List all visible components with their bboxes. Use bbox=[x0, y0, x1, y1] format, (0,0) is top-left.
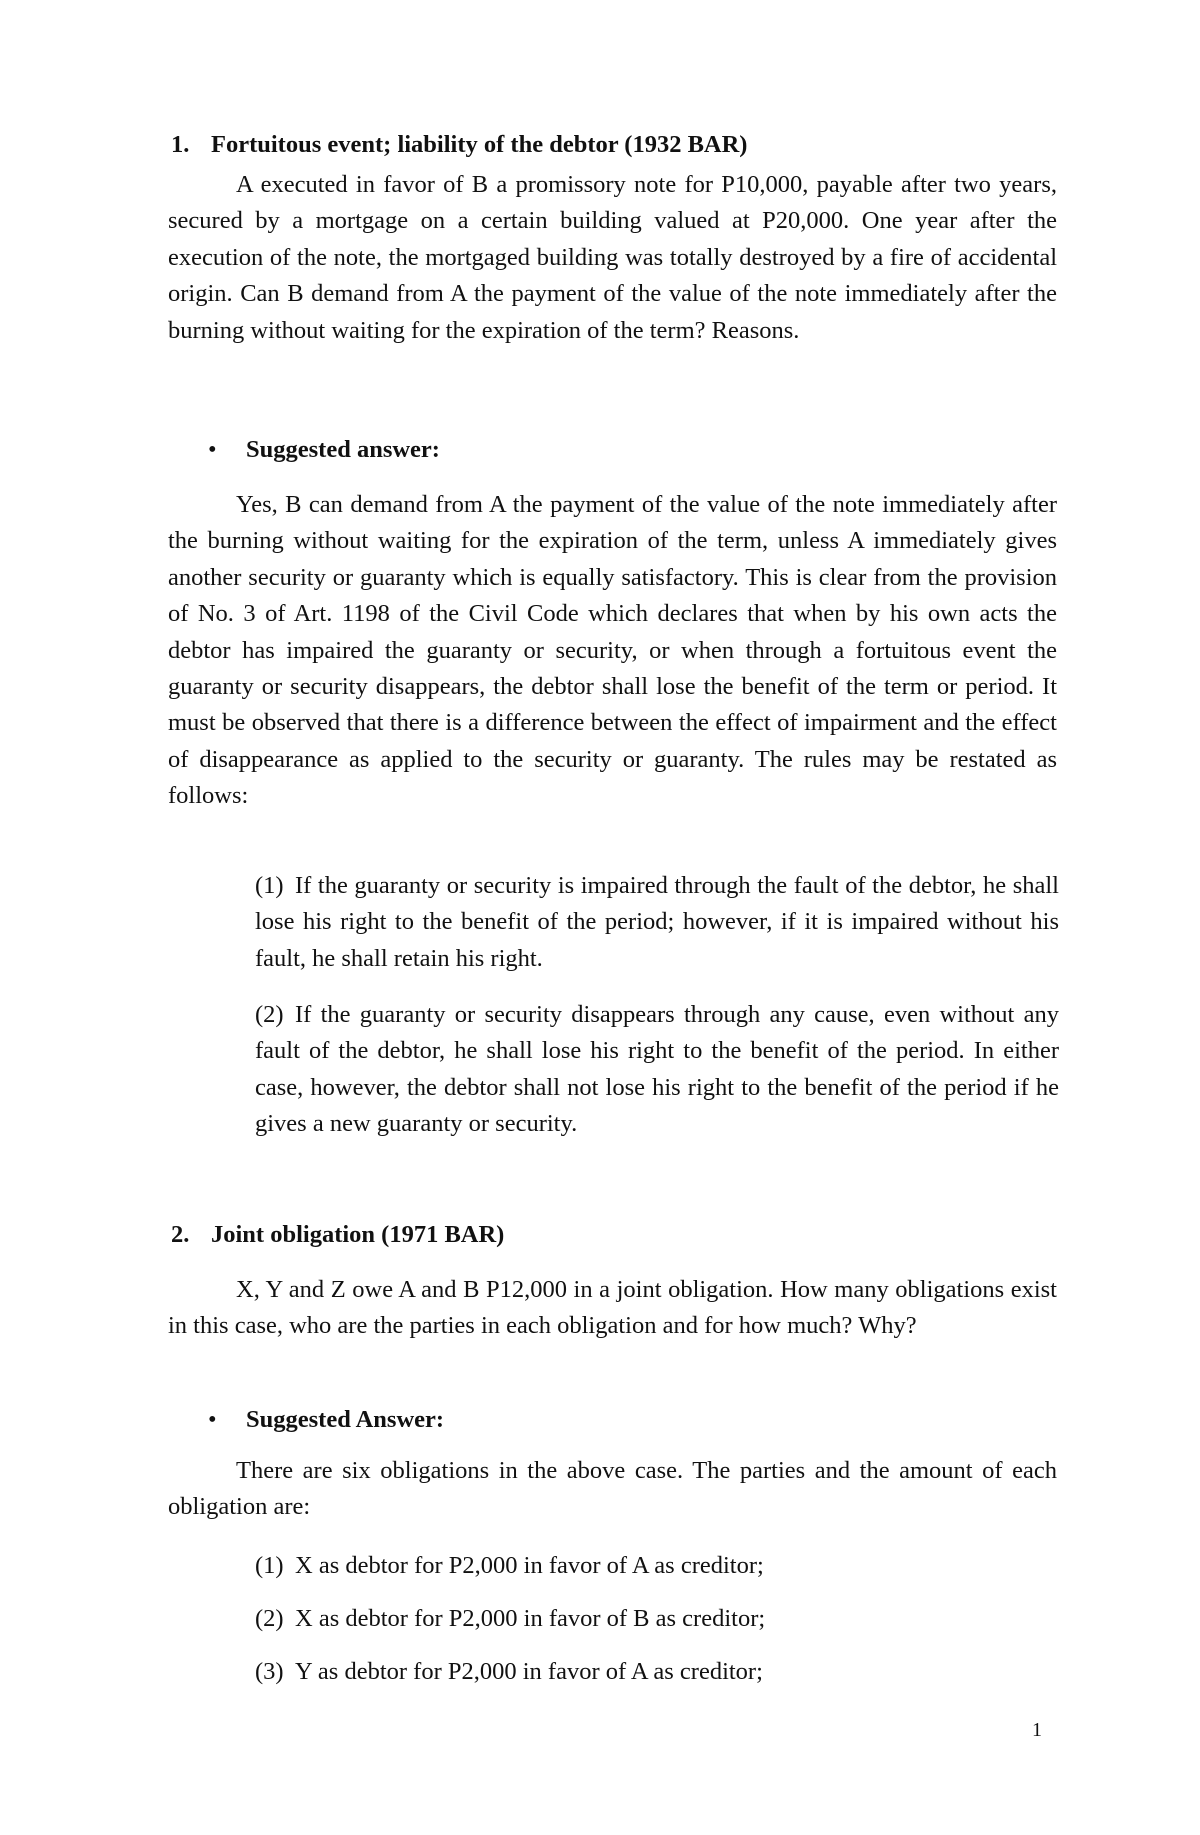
question-1-answer bbox=[168, 487, 1057, 815]
rule-2-text: If the guaranty or security disappears through any cause, even without any fault of the debtor, he shall lose his right to the benefit of the period. In either case, however, the debtor shall not lose his right to the benefit of the period if he gives a new guaranty or security. bbox=[255, 1001, 1059, 1138]
question-2-body: X, Y and Z owe A and B P12,000 in a joint obligation. How many obligations exist in this case, who are the parties in each obligation and for how much? Why? bbox=[168, 1276, 1057, 1340]
question-2-heading bbox=[171, 1220, 504, 1250]
list-item bbox=[255, 1604, 765, 1634]
item-3-text: Y as debtor for P2,000 in favor of A as creditor; bbox=[295, 1658, 763, 1685]
rule-2-number: (2) bbox=[255, 1001, 284, 1028]
question-1-heading bbox=[171, 130, 747, 160]
rule-1-text: If the guaranty or security is impaired through the fault of the debtor, he shall lose his right to the benefit of the period; however, if it is impaired without his fault, he shall retain his right. bbox=[255, 872, 1059, 972]
list-item bbox=[255, 1657, 763, 1687]
item-2-text: X as debtor for P2,000 in favor of B as creditor; bbox=[295, 1605, 766, 1632]
question-2-answer bbox=[168, 1453, 1057, 1526]
answer-label-text: Suggested answer: bbox=[246, 436, 440, 463]
list-item bbox=[255, 1551, 764, 1581]
question-1-answer-body: Yes, B can demand from A the payment of the value of the note immediately after the burning without waiting for the expiration of the term, unless A immediately gives another security or guaranty which is equally satisfactory. This is clear from the provision of No. 3 of Art. 1198 of the Civil Code which declares that when by his own acts the debtor has impaired the guaranty or security, or when through a fortuitous event the guaranty or security disappears, the debtor shall lose the benefit of the term or period. It must be observed that there is a difference between the effect of impairment and the effect of disappearance as applied to the security or guaranty. The rules may be restated as follows: bbox=[168, 491, 1057, 810]
question-2-answer-body: There are six obligations in the above case. The parties and the amount of each obligation are: bbox=[168, 1457, 1057, 1521]
question-2-title: Joint obligation (1971 BAR) bbox=[211, 1221, 505, 1248]
question-1-title: Fortuitous event; liability of the debtor (1932 BAR) bbox=[211, 131, 748, 158]
bullet-icon: • bbox=[208, 1406, 217, 1433]
item-3-number: (3) bbox=[255, 1658, 284, 1685]
question-2-text bbox=[168, 1272, 1057, 1345]
question-1-text bbox=[168, 167, 1057, 349]
rule-2 bbox=[255, 997, 1059, 1143]
item-2-number: (2) bbox=[255, 1605, 284, 1632]
question-1-body: A executed in favor of B a promissory note for P10,000, payable after two years, secured by a mortgage on a certain building valued at P20,000. One year after the execution of the note, the mortgaged building was totally destroyed by a fire of accidental origin. Can B demand from A the payment of the value of the note immediately after the burning without waiting for the expiration of the term? Reasons. bbox=[168, 171, 1057, 344]
item-1-text: X as debtor for P2,000 in favor of A as creditor; bbox=[295, 1552, 764, 1579]
rule-1-number: (1) bbox=[255, 872, 284, 899]
question-2-answer-label bbox=[208, 1405, 444, 1435]
bullet-icon: • bbox=[208, 436, 217, 463]
rule-1 bbox=[255, 868, 1059, 977]
answer-label-text: Suggested Answer: bbox=[246, 1406, 445, 1433]
question-1-answer-label bbox=[208, 435, 440, 465]
page-number: 1 bbox=[1032, 1719, 1042, 1741]
question-1-number: 1. bbox=[171, 131, 190, 158]
question-2-number: 2. bbox=[171, 1221, 190, 1248]
item-1-number: (1) bbox=[255, 1552, 284, 1579]
